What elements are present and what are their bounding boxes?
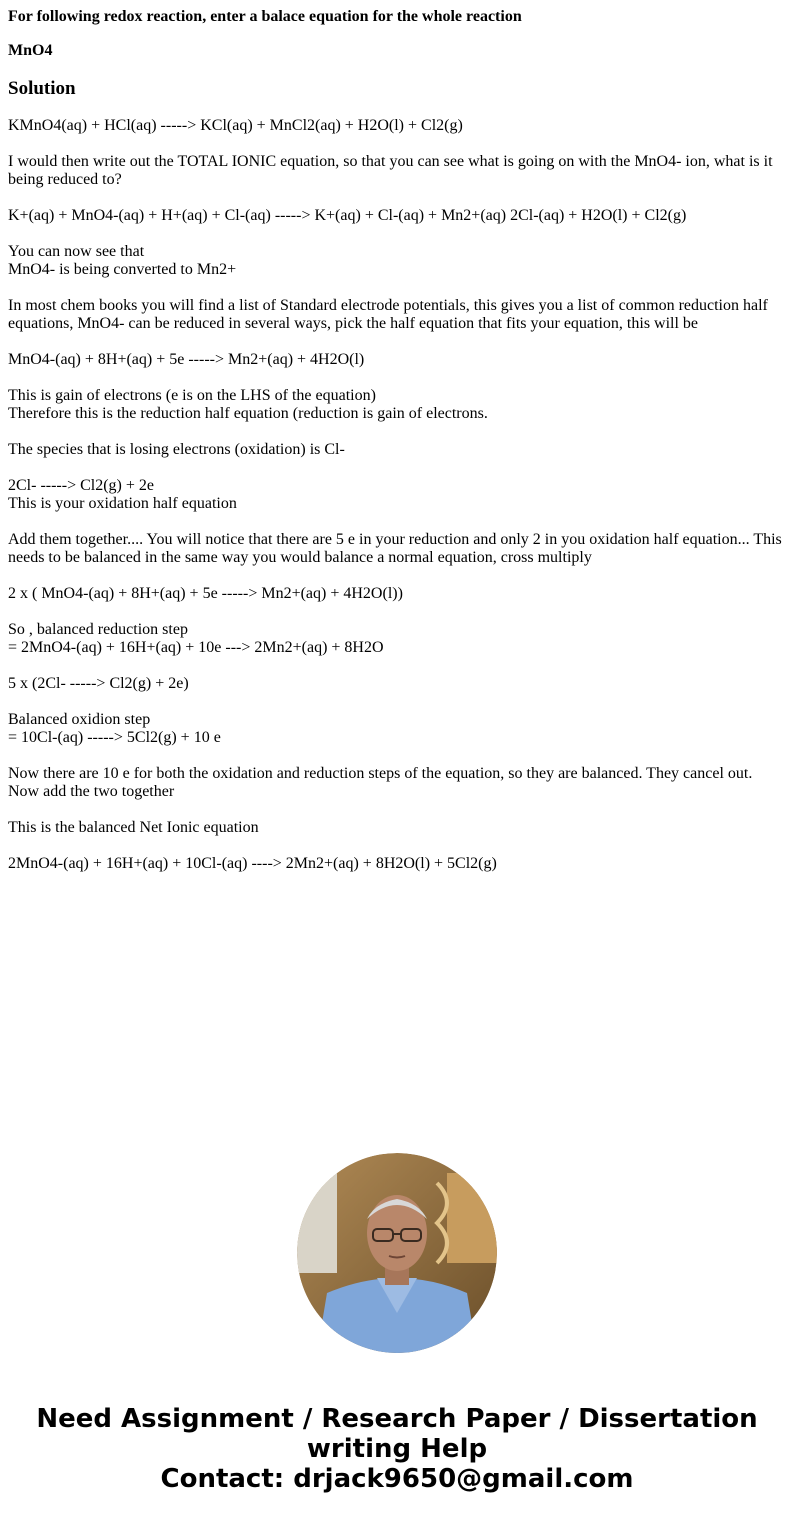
- question-subtitle: MnO4: [8, 42, 53, 59]
- solution-paragraph: [8, 531, 786, 567]
- solution-paragraph: [8, 621, 786, 657]
- solution-paragraph: [8, 117, 786, 135]
- solution-paragraph: [8, 585, 786, 603]
- solution-paragraph: [8, 765, 786, 801]
- author-avatar: [297, 1153, 497, 1353]
- solution-paragraph: [8, 207, 786, 225]
- document-body: [8, 8, 786, 891]
- solution-paragraph: [8, 297, 786, 333]
- solution-line: I would then write out the TOTAL IONIC equation, so that you can see what is going on with the MnO4- ion, what is it being reduced to?: [8, 153, 773, 188]
- solution-paragraph: [8, 819, 786, 837]
- solution-paragraph: [8, 351, 786, 369]
- solution-paragraph: [8, 477, 786, 513]
- banner-line-1: Need Assignment / Research Paper / Dissertation: [36, 1404, 758, 1434]
- solution-paragraph: [8, 153, 786, 189]
- solution-line: = 10Cl-(aq) -----> 5Cl2(g) + 10 e: [8, 729, 221, 746]
- solution-line: Therefore this is the reduction half equation (reduction is gain of electrons.: [8, 405, 488, 422]
- author-photo-icon: [297, 1153, 497, 1353]
- solution-line: 2Cl- -----> Cl2(g) + 2e: [8, 477, 155, 494]
- solution-paragraph: [8, 243, 786, 279]
- banner-line-3: Contact: drjack9650@gmail.com: [160, 1464, 634, 1494]
- solution-line: The species that is losing electrons (oxidation) is Cl-: [8, 441, 345, 458]
- solution-line: KMnO4(aq) + HCl(aq) -----> KCl(aq) + MnCl2(aq) + H2O(l) + Cl2(g): [8, 117, 463, 134]
- solution-line: So , balanced reduction step: [8, 621, 188, 638]
- solution-line: 2 x ( MnO4-(aq) + 8H+(aq) + 5e -----> Mn2+(aq) + 4H2O(l)): [8, 585, 403, 602]
- solution-line: MnO4- is being converted to Mn2+: [8, 261, 237, 278]
- solution-body: [8, 117, 786, 873]
- solution-line: In most chem books you will find a list of Standard electrode potentials, this gives you a list of common reduction half equations, MnO4- can be reduced in several ways, pick the half equation that fits your equation, this will be: [8, 297, 768, 332]
- solution-paragraph: [8, 675, 786, 693]
- question-title: For following redox reaction, enter a balace equation for the whole reaction: [8, 8, 522, 25]
- solution-line: Balanced oxidion step: [8, 711, 151, 728]
- solution-paragraph: [8, 387, 786, 423]
- solution-heading: Solution: [8, 78, 76, 99]
- solution-line: MnO4-(aq) + 8H+(aq) + 5e -----> Mn2+(aq) + 4H2O(l): [8, 351, 365, 368]
- banner-line-2: writing Help: [306, 1434, 488, 1464]
- solution-paragraph: [8, 441, 786, 459]
- solution-line: This is gain of electrons (e is on the LHS of the equation): [8, 387, 376, 404]
- solution-line: Add them together.... You will notice that there are 5 e in your reduction and only 2 in you oxidation half equation... This needs to be balanced in the same way you would balance a normal equation, cross multiply: [8, 531, 782, 566]
- contact-banner: [0, 1404, 794, 1494]
- solution-line: 2MnO4-(aq) + 16H+(aq) + 10Cl-(aq) ----> 2Mn2+(aq) + 8H2O(l) + 5Cl2(g): [8, 855, 497, 872]
- solution-line: You can now see that: [8, 243, 145, 260]
- solution-paragraph: [8, 855, 786, 873]
- solution-line: 5 x (2Cl- -----> Cl2(g) + 2e): [8, 675, 189, 692]
- solution-paragraph: [8, 711, 786, 747]
- solution-line: = 2MnO4-(aq) + 16H+(aq) + 10e ---> 2Mn2+(aq) + 8H2O: [8, 639, 384, 656]
- solution-line: K+(aq) + MnO4-(aq) + H+(aq) + Cl-(aq) -----> K+(aq) + Cl-(aq) + Mn2+(aq) 2Cl-(aq) + H2O(l) + Cl2(g): [8, 207, 687, 224]
- solution-line: This is your oxidation half equation: [8, 495, 237, 512]
- solution-line: Now there are 10 e for both the oxidation and reduction steps of the equation, so they are balanced. They cancel out. Now add the two together: [8, 765, 753, 800]
- solution-line: This is the balanced Net Ionic equation: [8, 819, 259, 836]
